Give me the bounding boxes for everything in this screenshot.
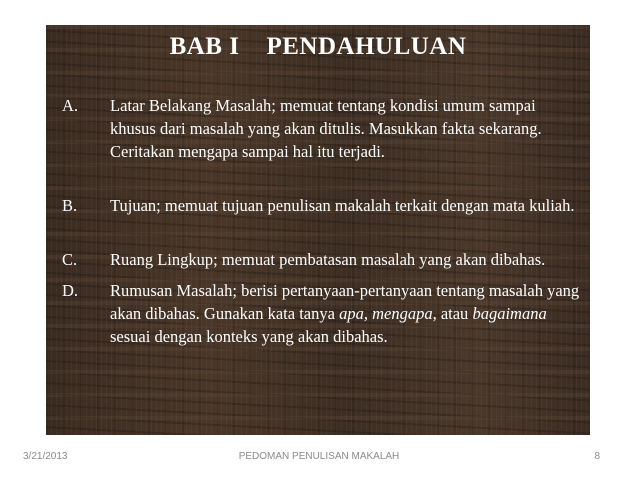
list-item-letter: A. <box>62 96 79 115</box>
emphasis-text: bagaimana <box>472 304 547 323</box>
list-item-letter: B. <box>62 196 78 215</box>
slide-background <box>46 25 590 435</box>
page-number: 8 <box>594 451 600 462</box>
footer-date: 3/21/2013 <box>23 451 68 462</box>
footer-title: PEDOMAN PENULISAN MAKALAH <box>238 451 400 462</box>
emphasis-text: apa, mengapa <box>339 304 433 323</box>
list-item-text: Ruang Lingkup; memuat pembatasan masalah yang akan dibahas. <box>110 250 546 269</box>
text-segment: , atau <box>432 304 473 323</box>
list-item-letter: C. <box>62 250 78 269</box>
list-item-text <box>110 279 580 348</box>
text-segment: Rumusan Masalah; berisi pertanyaan-pertanyaan tentang masalah yang akan dibahas. Gunakan kata tanya <box>110 281 580 323</box>
list-item-text: Tujuan; memuat tujuan penulisan makalah terkait dengan mata kuliah. <box>110 196 575 215</box>
list-item-letter: D. <box>62 281 79 300</box>
slide-title: BAB I PENDAHULUAN <box>169 33 467 60</box>
text-segment: sesuai dengan konteks yang akan dibahas. <box>110 327 388 346</box>
list-item-text: Latar Belakang Masalah; memuat tentang kondisi umum sampai khusus dari masalah yang akan ditulis. Masukkan fakta sekarang. Ceritakan mengapa sampai hal itu terjadi. <box>110 96 542 161</box>
